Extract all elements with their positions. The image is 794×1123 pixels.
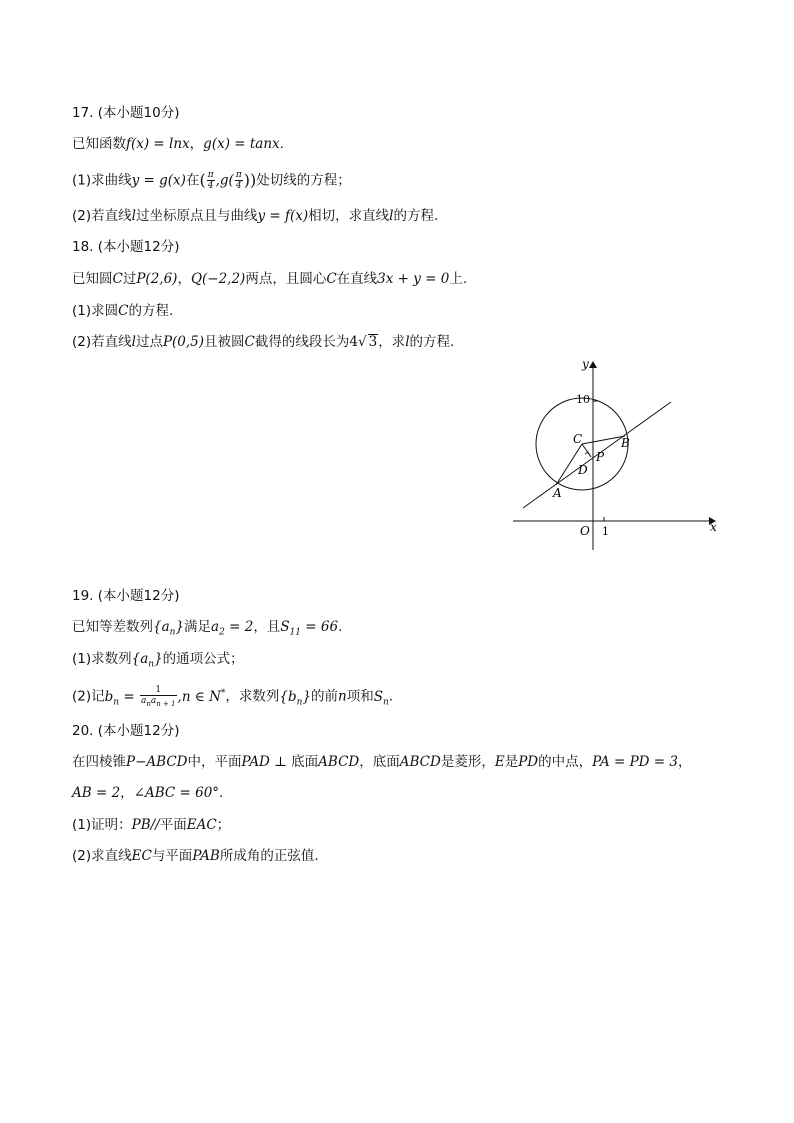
text: (2)若直线 xyxy=(72,334,132,350)
problem-18-intro xyxy=(72,270,467,288)
var-Sn: $S_n$ xyxy=(373,688,389,708)
text: 在直线 xyxy=(336,271,378,287)
problem-20-heading: 20. (本小题12分) xyxy=(72,723,180,739)
var-C: C xyxy=(118,303,129,319)
formula-angle: ∠ABC = 60° xyxy=(133,785,220,801)
text: 的方程. xyxy=(128,303,174,319)
formula-bn: $b_n$ = xyxy=(104,688,139,708)
var-l: l xyxy=(405,334,410,350)
text: 截得的线段长为 xyxy=(254,334,350,350)
circle-figure xyxy=(505,352,730,557)
label-B: B xyxy=(621,436,630,450)
fraction-pi-4-b: $\frac{\pi}{4}$ xyxy=(235,170,242,191)
problem-17-part2 xyxy=(72,207,438,225)
problem-20-part2 xyxy=(72,847,319,865)
formula-S11: $S_{11} = 66$ xyxy=(280,619,339,638)
y-axis-label: y xyxy=(582,357,589,371)
close-paren: )) xyxy=(243,170,257,190)
var-n: n xyxy=(338,688,347,705)
x-axis-label: x xyxy=(710,520,717,534)
var-C: C xyxy=(326,271,337,287)
y-tick-label: 10 xyxy=(576,393,590,406)
text: 上. xyxy=(449,271,468,287)
text: 的中点， xyxy=(538,754,593,770)
text: (1)求圆 xyxy=(72,303,119,319)
var-l: l xyxy=(131,334,136,350)
text: 项和 xyxy=(346,688,374,705)
formula-curve-f: y = f(x) xyxy=(257,208,309,224)
problem-18-part1 xyxy=(72,302,173,320)
line-EC: EC xyxy=(131,848,152,864)
text: . xyxy=(388,688,394,705)
origin-label: O xyxy=(580,524,590,538)
var-C: C xyxy=(244,334,255,350)
fraction-bn: $\frac{1}{a_na_{n + 1}}$ xyxy=(140,684,176,708)
fraction-pi-4: $\frac{\pi}{4}$ xyxy=(207,170,214,191)
problem-18-heading: 18. (本小题12分) xyxy=(72,239,180,255)
plane-ABCD: ABCD xyxy=(318,754,360,770)
text: 的方程. xyxy=(393,208,439,224)
text: 底面 xyxy=(291,754,319,770)
text: ， xyxy=(177,271,191,287)
text: 满足 xyxy=(184,619,212,635)
text: 平面 xyxy=(159,817,187,833)
formula-AB: AB = 2 xyxy=(72,785,121,801)
text: 中，平面 xyxy=(187,754,242,770)
problem-20-line1 xyxy=(72,753,692,771)
text: 已知等差数列 xyxy=(72,619,153,635)
text: 过坐标原点且与曲线 xyxy=(135,208,258,224)
problem-20-part1 xyxy=(72,816,230,834)
label-A: A xyxy=(553,486,562,500)
formula-g-open: g( xyxy=(219,172,234,189)
formula-a2: $a_2 = 2$ xyxy=(211,619,254,638)
problem-17-heading: 17. (本小题10分) xyxy=(72,105,180,121)
label-C: C xyxy=(573,432,583,446)
point-E: E xyxy=(494,754,505,770)
text: (1)证明： xyxy=(72,817,132,833)
text: ； xyxy=(216,817,231,833)
plane-ABCD: ABCD xyxy=(399,754,441,770)
text: 且被圆 xyxy=(204,334,245,350)
text: ，求数列 xyxy=(225,688,280,705)
seq-bn: $\{b_n\}$ xyxy=(279,688,312,708)
text: ，求 xyxy=(378,334,406,350)
var-l: l xyxy=(131,208,136,224)
text: 两点，且圆心 xyxy=(245,271,327,287)
text: (1)求曲线 xyxy=(72,172,132,189)
text: 是 xyxy=(504,754,519,770)
text: 相切，求直线 xyxy=(308,208,390,224)
problem-18-part2 xyxy=(72,333,454,351)
text: 过 xyxy=(122,271,137,287)
problem-19-heading: 19. (本小题12分) xyxy=(72,588,180,604)
plane-PAB: PAB xyxy=(192,848,220,864)
text: 是菱形， xyxy=(440,754,495,770)
problem-19-part2 xyxy=(72,684,393,711)
text: 的前 xyxy=(311,688,339,705)
plane-EAC: EAC xyxy=(186,817,217,833)
text: ， xyxy=(120,785,134,801)
var-C: C xyxy=(112,271,123,287)
point-P: P(2,6) xyxy=(136,271,178,287)
formula-g: g(x) = tanx xyxy=(203,136,280,152)
text: ，底面 xyxy=(359,754,400,770)
segment-PD: PD xyxy=(518,754,539,770)
text: (2)记 xyxy=(72,688,105,705)
text: (2)求直线 xyxy=(72,848,132,864)
text: 的方程. xyxy=(409,334,455,350)
text: 已知圆 xyxy=(72,271,113,287)
right-angle-mark xyxy=(585,452,591,457)
text: . xyxy=(338,619,343,635)
x-tick-label: 1 xyxy=(602,525,609,538)
seq-an: $\{a_n\}$ xyxy=(153,619,185,638)
var-l: l xyxy=(389,208,394,224)
text: 处切线的方程； xyxy=(256,172,351,189)
open-paren: ( xyxy=(199,170,206,190)
comma: , xyxy=(215,172,220,189)
text: 与平面 xyxy=(151,848,193,864)
text: 过点 xyxy=(135,334,163,350)
text: ， xyxy=(189,136,204,152)
point-P: P(0,5) xyxy=(162,334,205,350)
problem-17-part1 xyxy=(72,170,351,191)
text: 所成角的正弦值. xyxy=(219,848,319,864)
text: (2)若直线 xyxy=(72,208,132,224)
label-D: D xyxy=(578,463,588,477)
pyramid: P−ABCD xyxy=(126,754,188,770)
seq-an: $\{a_n\}$ xyxy=(131,651,163,670)
text: 的通项公式； xyxy=(162,651,244,667)
formula-PB: PB// xyxy=(131,817,160,833)
text: ， xyxy=(678,754,692,770)
text: 已知函数 xyxy=(72,136,126,152)
text: (1)求数列 xyxy=(72,651,132,667)
problem-19-part1 xyxy=(72,650,244,674)
text: 在四棱锥 xyxy=(72,754,126,770)
text: 在 xyxy=(185,172,200,189)
coef-4: 4 xyxy=(349,334,358,350)
text: . xyxy=(279,136,284,152)
sqrt-radicand: 3 xyxy=(368,334,378,350)
formula-line: 3x + y = 0 xyxy=(377,271,450,287)
formula-PA-PD: PA = PD = 3 xyxy=(592,754,678,770)
formula-domain: ,n ∈ N* xyxy=(177,688,226,705)
plane-PAD: PAD ⊥ xyxy=(241,754,292,770)
point-Q: Q(−2,2) xyxy=(190,271,246,287)
problem-19-intro xyxy=(72,618,342,642)
problem-17-intro xyxy=(72,135,284,153)
problem-20-line2 xyxy=(72,784,223,802)
formula-curve: y = g(x) xyxy=(131,172,186,189)
text: ，且 xyxy=(253,619,281,635)
sqrt-sign: √ xyxy=(357,334,367,350)
text: . xyxy=(219,785,224,801)
formula-f: f(x) = lnx xyxy=(126,136,190,152)
label-P: P xyxy=(596,450,605,464)
